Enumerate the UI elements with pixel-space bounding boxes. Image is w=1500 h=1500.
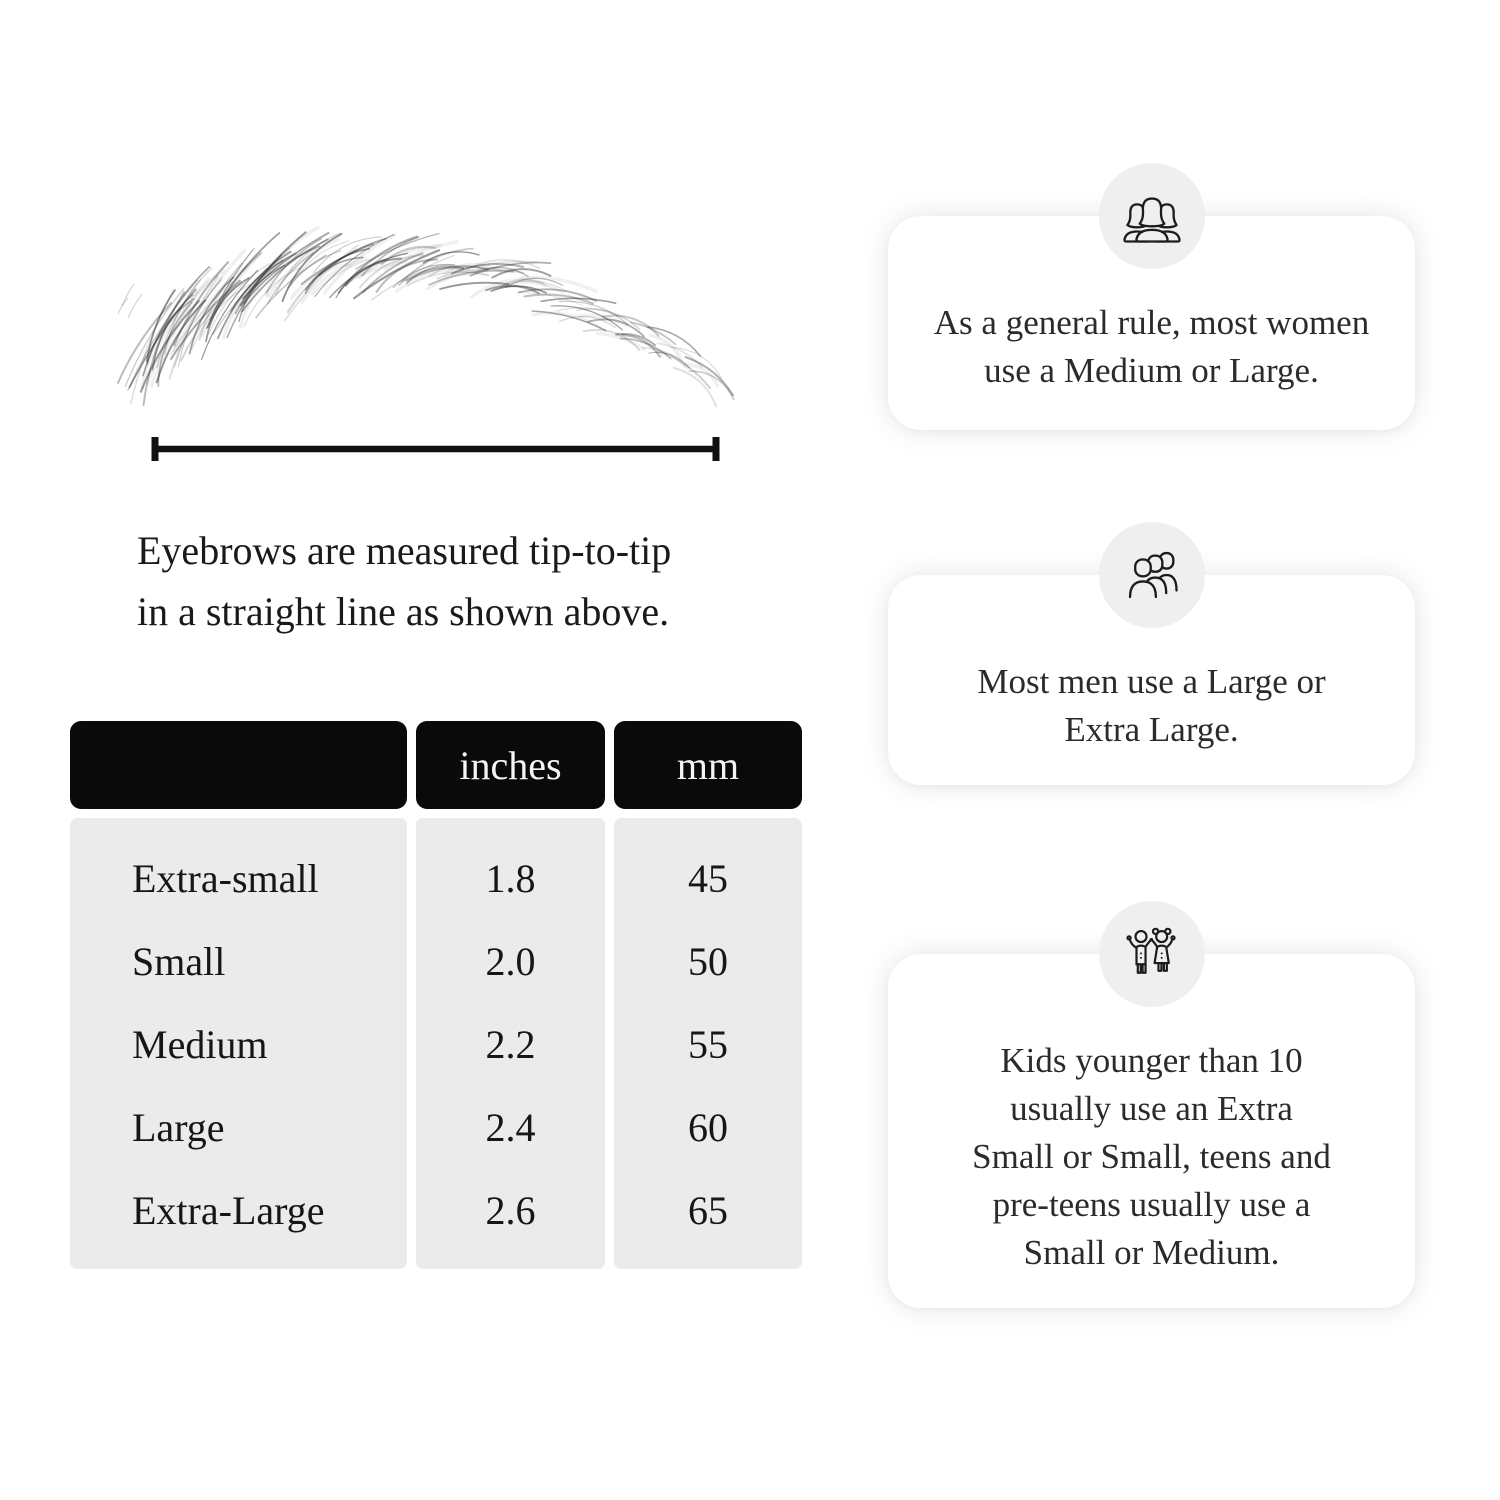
size-label: Large — [132, 1105, 225, 1150]
size-label: Extra-Large — [132, 1188, 325, 1233]
inches-value: 1.8 — [485, 856, 536, 901]
inches-value: 2.4 — [485, 1105, 536, 1150]
tip-line: As a general rule, most women — [933, 303, 1370, 342]
mm-value: 60 — [688, 1105, 728, 1150]
eyebrow-illustration — [108, 210, 738, 425]
mm-value: 45 — [688, 856, 728, 901]
mm-value: 65 — [688, 1188, 728, 1233]
header-cell-blank — [70, 721, 407, 809]
measurement-line — [149, 435, 722, 463]
inches-value: 2.6 — [485, 1188, 536, 1233]
tip-card-kids — [888, 954, 1415, 1308]
icon-circle — [1099, 522, 1205, 628]
icon-circle — [1099, 901, 1205, 1007]
inches-value: 2.2 — [485, 1022, 536, 1067]
women-group-icon — [1121, 185, 1183, 247]
men-group-icon — [1121, 544, 1183, 606]
caption-line: in a straight line as shown above. — [137, 589, 670, 634]
header-cell-inches: inches — [416, 721, 605, 809]
caption-line: Eyebrows are measured tip-to-tip — [137, 528, 672, 573]
mm-value: 50 — [688, 939, 728, 984]
size-table-body — [70, 818, 802, 1269]
tip-line: Most men use a Large or — [977, 662, 1326, 701]
size-label: Extra-small — [132, 856, 319, 901]
inches-column — [416, 818, 605, 1269]
size-label: Small — [132, 939, 226, 984]
tip-line: Small or Small, teens and — [972, 1137, 1331, 1176]
tip-line: usually use an Extra — [1010, 1089, 1293, 1128]
header-cell-mm: mm — [614, 721, 802, 809]
tip-card-text — [888, 658, 1415, 754]
size-label: Medium — [132, 1022, 268, 1067]
size-label-column — [70, 818, 407, 1269]
tip-card-women — [888, 216, 1415, 430]
kids-icon — [1121, 923, 1183, 985]
tip-line: Kids younger than 10 — [1000, 1041, 1303, 1080]
mm-column — [614, 818, 802, 1269]
tip-line: use a Medium or Large. — [984, 351, 1319, 390]
tip-card-men — [888, 575, 1415, 785]
tip-line: Extra Large. — [1064, 710, 1239, 749]
icon-circle — [1099, 163, 1205, 269]
inches-value: 2.0 — [485, 939, 536, 984]
tip-card-text — [888, 299, 1415, 395]
measurement-caption — [137, 520, 671, 642]
tip-card-text — [888, 1037, 1415, 1277]
mm-value: 55 — [688, 1022, 728, 1067]
size-table-header — [70, 721, 802, 809]
tip-line: Small or Medium. — [1023, 1233, 1280, 1272]
size-table — [70, 721, 802, 1269]
tip-line: pre-teens usually use a — [992, 1185, 1311, 1224]
